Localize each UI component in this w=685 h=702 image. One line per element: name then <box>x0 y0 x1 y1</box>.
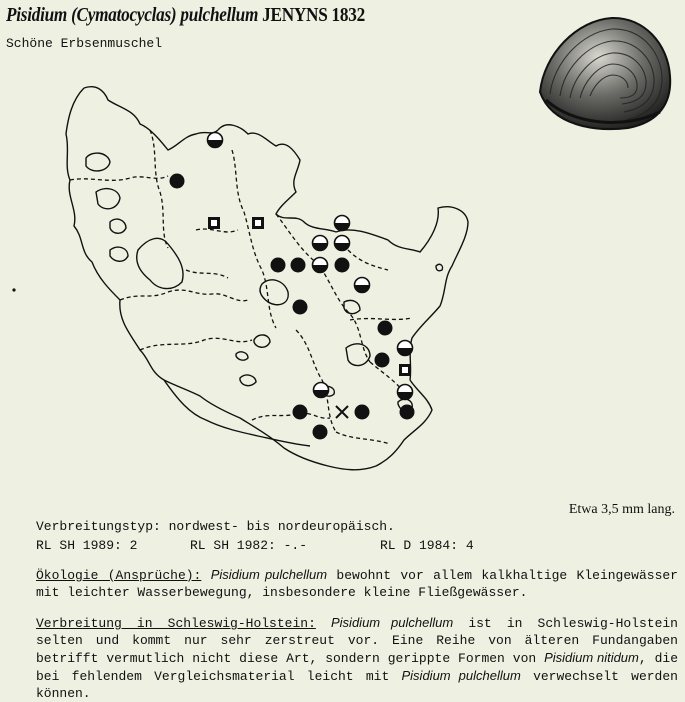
distribution-paragraph <box>36 614 678 702</box>
distribution-text-1: ist in Schleswig-Holstein selten und kommt nur sehr zerstreut vor. Eine Reihe von älteren Fundangaben betrifft vermutlich nicht diese Art, sondern gerippte Formen von <box>36 616 678 666</box>
map-marker-full-circle <box>313 425 328 440</box>
size-note: Etwa 3,5 mm lang. <box>568 502 675 517</box>
distribution-text-3: verwechselt werden können. <box>36 669 678 701</box>
distribution-species-name-2: Pisidium nitidum <box>544 650 639 665</box>
map-marker-full-circle <box>271 258 286 273</box>
genus: Pisidium <box>6 4 68 26</box>
ecology-text: bewohnt vor allem kalkhaltige Kleingewässer mit leichter Wasserbewegung, insbesondere kleine Fließgewässer. <box>36 568 678 600</box>
map-marker-full-circle <box>378 321 393 336</box>
species-author: JENYNS 1832 <box>262 4 365 26</box>
map-marker-square-inner <box>255 220 261 226</box>
map-marker-cross <box>336 406 348 418</box>
map-marker-full-circle <box>375 353 390 368</box>
ecology-paragraph <box>36 566 678 601</box>
map-marker-square-inner <box>211 220 217 226</box>
map-marker-square-inner <box>402 367 408 373</box>
map-marker-full-circle <box>335 258 350 273</box>
shell-illustration <box>532 14 674 132</box>
subgenus: (Cymatocyclas) <box>71 4 177 26</box>
map-coastline-west <box>66 88 164 380</box>
distribution-species-name: Pisidium pulchellum <box>331 615 454 630</box>
map-coastline-east <box>164 380 432 470</box>
red-list-sh-1982: RL SH 1982: -.- <box>190 538 308 553</box>
map-stray-dot <box>12 288 15 291</box>
map-marker-full-circle <box>293 405 308 420</box>
red-list-d-1984: RL D 1984: 4 <box>380 538 474 553</box>
map-marker-full-circle <box>400 405 415 420</box>
ecology-heading: Ökologie (Ansprüche): <box>36 568 202 583</box>
distribution-map <box>0 60 480 500</box>
species-title <box>6 4 365 27</box>
distribution-heading: Verbreitung in Schleswig-Holstein: <box>36 616 316 631</box>
ecology-species-name: Pisidium pulchellum <box>210 567 328 582</box>
map-marker-full-circle <box>170 174 185 189</box>
map-marker-full-circle <box>293 300 308 315</box>
common-name: Schöne Erbsenmuschel <box>6 36 163 51</box>
map-marker-full-circle <box>291 258 306 273</box>
distribution-species-name-3: Pisidium pulchellum <box>401 668 521 683</box>
map-marker-full-circle <box>355 405 370 420</box>
distribution-type: Verbreitungstyp: nordwest- bis nordeuropäisch. <box>36 519 395 534</box>
distribution-text-2: , die bei fehlendem Vergleichsmaterial leicht mit <box>36 651 678 684</box>
species-epithet: pulchellum <box>180 4 259 26</box>
red-list-sh-1989: RL SH 1989: 2 <box>36 538 138 553</box>
